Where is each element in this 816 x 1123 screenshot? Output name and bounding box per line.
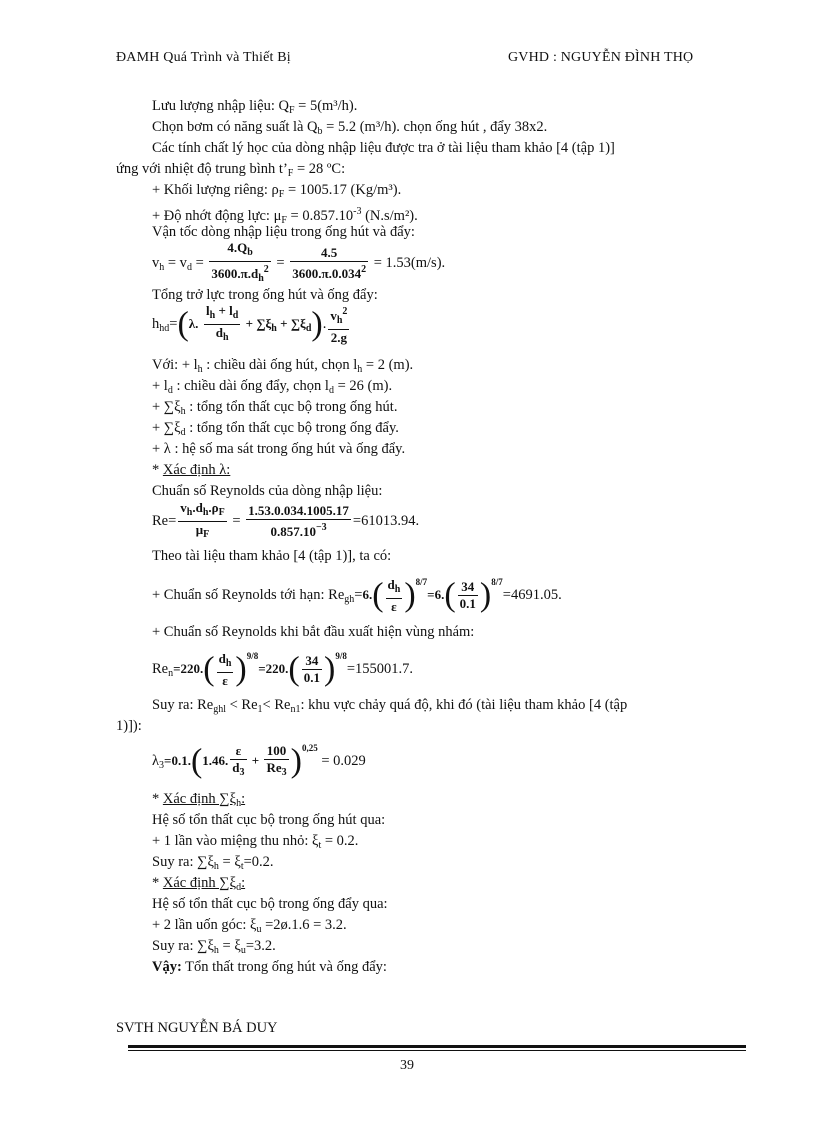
section-heading: * Xác định $\sum\xi_d$: xyxy=(152,875,246,893)
headloss-equation: $h_{hd}=(\lambda$. $\frac{l_h + l_d}{d_h}$ + $\sum\xi_h + \sum\xi_d$). $\frac{v_h^2}{2.g}$ xyxy=(152,303,348,345)
text-line: Các tính chất lý học của dòng nhập liệu được tra ở tài liệu tham khảo [4 (tập 1)] xyxy=(152,140,615,156)
footer-rule-thick xyxy=(128,1045,746,1048)
section-heading: * Xác định $\sum\xi_h$: xyxy=(152,791,246,809)
text-line: Hệ số tổn thất cục bộ trong ống đẩy qua: xyxy=(152,896,388,912)
text-line: Vận tốc dòng nhập liệu trong ống hút và đẩy: xyxy=(152,224,415,240)
footer-author: SVTH NGUYỄN BÁ DUY xyxy=(116,1020,278,1036)
critical-reynolds-equation: + Chuẩn số Reynolds tới hạn: $Re_{gh}=6$.( $\frac{d_h}{\varepsilon}$ )$^{8/7}$=6.( $\frac{34}{0.1}$ )$^{8/7}$=4691.05. xyxy=(152,576,562,614)
text-line: Lưu lượng nhập liệu: $Q_F = 5(m^3/h)$. xyxy=(152,98,358,116)
text-line: + Độ nhớt động lực: $\mu_F = 0.857.10^{-3}$ (N.s/m²). xyxy=(152,206,418,226)
text-line: + 1 lần vào miệng thu nhỏ: $\xi_t = 0.2$. xyxy=(152,833,359,851)
text-line: Suy ra: $\sum\xi_h = \xi_t=0.2$. xyxy=(152,854,274,872)
header-right: GVHD : NGUYỄN ĐÌNH THỌ xyxy=(508,50,694,65)
text-line: Chọn bơm có năng suất là $Q_b = 5.2$ (m³/h). chọn ống hút , đẩy 38x2. xyxy=(152,119,548,137)
text-line: 1)]): xyxy=(116,718,142,734)
header-left: ĐAMH Quá Trình và Thiết Bị xyxy=(116,50,291,65)
page-number: 39 xyxy=(400,1058,414,1073)
text-line: Với: + $l_h$ : chiều dài ống hút, chọn $l_h = 2$ (m). xyxy=(152,357,414,375)
footer-rule-thin xyxy=(128,1050,746,1051)
text-line: ứng với nhiệt độ trung bình $t’_F = 28$ ºC: xyxy=(116,161,346,179)
text-line: + $\sum\xi_d$ : tổng tổn thất cục bộ trong ống đẩy. xyxy=(152,420,399,438)
text-line: + Chuẩn số Reynolds khi bắt đầu xuất hiện vùng nhám: xyxy=(152,624,475,640)
text-line: Theo tài liệu tham khảo [4 (tập 1)], ta có: xyxy=(152,548,392,564)
text-line: Hệ số tổn thất cục bộ trong ống hút qua: xyxy=(152,812,386,828)
rough-reynolds-equation: $Re_n=220$.( $\frac{d_h}{\varepsilon}$ )$^{9/8}$=220.( $\frac{34}{0.1}$ )$^{9/8}$=155001.7. xyxy=(152,650,414,688)
text-line: + λ : hệ số ma sát trong ống hút và ống đẩy. xyxy=(152,441,406,457)
velocity-equation: $v_h = v_d$ = $\frac{4.Q_b}{3600.\pi.d_h^2}$ = $\frac{4.5}{3600.\pi.0.034^2}$ = 1.53(m/s). xyxy=(152,240,446,284)
text-line: Suy ra: $\sum\xi_h = \xi_u=3.2$. xyxy=(152,938,276,956)
text-line: Tổng trở lực trong ống hút và ống đẩy: xyxy=(152,287,378,303)
text-line: Vậy: Tổn thất trong ống hút và ống đẩy: xyxy=(152,959,387,975)
text-line: + $l_d$ : chiều dài ống đẩy, chọn $l_d = 26$ (m). xyxy=(152,378,393,396)
lambda-equation: $\lambda_3=0.1.(1.46$. $\frac{\varepsilon}{d_3}$ + $\frac{100}{Re_3}$ )$^{0,25}$ = 0.029 xyxy=(152,742,366,780)
reynolds-equation: Re= $\frac{v_h.d_h.\rho_F}{\mu_F}$ = $\frac{1.53.0.034.1005.17}{0.857.10^{-3}}$ =61013.94. xyxy=(152,500,420,540)
text-line: + $\sum\xi_h$ : tổng tổn thất cục bộ trong ống hút. xyxy=(152,399,398,417)
text-line: Suy ra: $Re_{ghl} < Re_1< Re_{n1}$: khu vực chảy quá độ, khi đó (tài liệu tham khảo [4 (tập xyxy=(152,697,628,715)
section-heading: * Xác định λ: xyxy=(152,462,231,478)
text-line: + Khối lượng riêng: $\rho_F = 1005.17$ (Kg/m³). xyxy=(152,182,402,200)
text-line: Chuẩn số Reynolds của dòng nhập liệu: xyxy=(152,483,383,499)
text-line: + 2 lần uốn góc: $\xi_u$ =2ø.1.6 = 3.2. xyxy=(152,917,347,935)
